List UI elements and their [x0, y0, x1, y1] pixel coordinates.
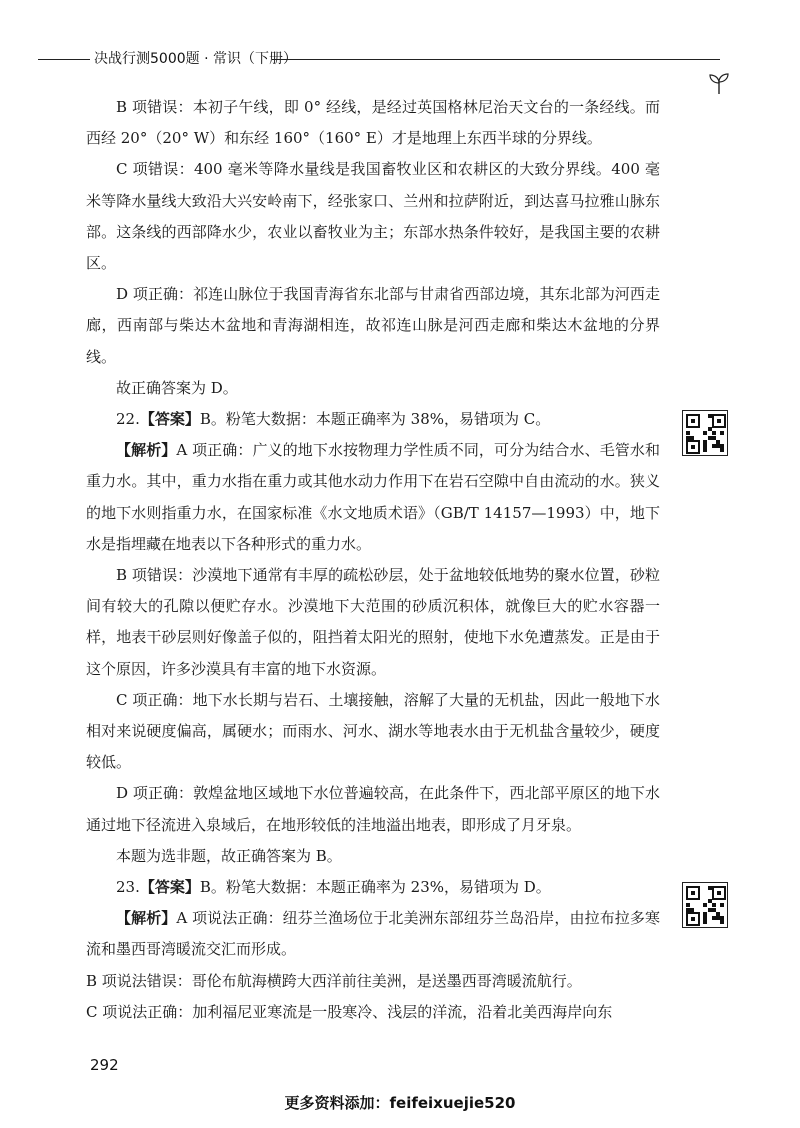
qr-module — [708, 886, 712, 890]
analysis-tag: 【解析】 — [116, 909, 177, 928]
qr-module — [720, 920, 724, 924]
qr-module — [690, 436, 694, 440]
analysis-tag: 【解析】 — [116, 441, 177, 460]
qr-finder — [712, 886, 726, 900]
paragraph: C 项错误：400 毫米等降水量线是我国畜牧业区和农耕区的大致分界线。400 毫米等降水量线大致沿大兴安岭南下，经张家口、兰州和拉萨附近，到达喜马拉雅山脉东部。这条线的西部降水少，农业以畜牧业为主；东部水热条件较好，是我国主要的农耕区。 — [86, 160, 660, 273]
answer-paragraph — [86, 872, 660, 903]
paragraph: C 项说法正确：加利福尼亚寒流是一股寒冷、浅层的洋流，沿着北美西海岸向东 — [86, 1002, 613, 1021]
qr-finder — [686, 886, 700, 900]
analysis-text: A 项说法正确：纽芬兰渔场位于北美洲东部纽芬兰岛沿岸，由拉布拉多寒流和墨西哥湾暖流交汇而形成。 — [86, 909, 660, 959]
question-number: 23. — [116, 878, 140, 897]
qr-finder — [686, 414, 700, 428]
qr-finder — [686, 912, 700, 926]
qr-module — [720, 448, 724, 452]
paragraph: B 项错误：沙漠地下通常有丰厚的疏松砂层，处于盆地较低地势的聚水位置，砂粒间有较大的孔隙以便贮存水。沙漠地下大范围的砂质沉积体，就像巨大的贮水容器一样，地表干砂层则好像盖子似的，阻挡着太阳光的照射，使地下水免遭蒸发。正是由于这个原因，许多沙漠具有丰富的地下水资源。 — [86, 566, 660, 678]
paragraph: 故正确答案为 D。 — [116, 378, 238, 397]
answer-paragraph — [86, 404, 660, 435]
qr-module — [720, 903, 724, 907]
answer-text: B。粉笔大数据：本题正确率为 23%，易错项为 D。 — [199, 878, 551, 897]
book-title: 决战行测5000题 · 常识（下册） — [94, 51, 297, 67]
paragraph: 本题为选非题，故正确答案为 B。 — [116, 846, 342, 865]
qr-code[interactable] — [682, 410, 728, 456]
paragraph: C 项正确：地下水长期与岩石、土壤接触，溶解了大量的无机盐，因此一般地下水相对来说硬度偏高，属硬水；而雨水、河水、湖水等地表水由于无机盐含量较少，硬度较低。 — [86, 690, 660, 772]
qr-module — [690, 908, 694, 912]
page-number: 292 — [90, 1056, 119, 1074]
footer-note: 更多资料添加：feifeixuejie520 — [284, 1094, 516, 1112]
page-body — [86, 92, 660, 1028]
qr-module — [708, 414, 712, 418]
analysis-text: A 项正确：广义的地下水按物理力学性质不同，可分为结合水、毛管水和重力水。其中，重力水指在重力或其他水动力作用下在岩石空隙中自由流动的水。狭义的地下水则指重力水，在国家标准《水文地质术语》（GB/T 14157—1993）中，地下水是指埋藏在地表以下各种形式的重力水。 — [86, 441, 660, 553]
paragraph: B 项说法错误：哥伦布航海横跨大西洋前往美洲，是送墨西哥湾暖流航行。 — [86, 971, 582, 990]
paragraph: D 项正确：敦煌盆地区域地下水位普遍较高，在此条件下，西北部平原区的地下水通过地下径流进入泉域后，在地形较低的洼地溢出地表，即形成了月牙泉。 — [86, 784, 660, 834]
analysis-paragraph — [86, 903, 660, 965]
sprout-icon — [706, 70, 732, 96]
qr-code[interactable] — [682, 882, 728, 928]
qr-finder — [712, 414, 726, 428]
qr-module — [720, 431, 724, 435]
paragraph: B 项错误：本初子午线，即 0° 经线，是经过英国格林尼治天文台的一条经线。而西经 20°（20° W）和东经 160°（160° E）才是地理上东西半球的分界线。 — [86, 98, 660, 148]
qr-module — [703, 920, 707, 924]
analysis-paragraph — [86, 435, 660, 560]
paragraph: D 项正确：祁连山脉位于我国青海省东北部与甘肃省西部边境，其东北部为河西走廊，西南部与柴达木盆地和青海湖相连，故祁连山脉是河西走廊和柴达木盆地的分界线。 — [86, 285, 660, 366]
qr-module — [703, 448, 707, 452]
answer-tag: 【答案】 — [139, 410, 200, 429]
running-header — [0, 46, 800, 70]
answer-tag: 【答案】 — [139, 878, 200, 897]
qr-finder — [686, 440, 700, 454]
question-number: 22. — [116, 410, 140, 429]
header-rule-left — [38, 59, 90, 60]
answer-text: B。粉笔大数据：本题正确率为 38%，易错项为 C。 — [199, 410, 551, 429]
header-rule-right — [272, 59, 720, 60]
